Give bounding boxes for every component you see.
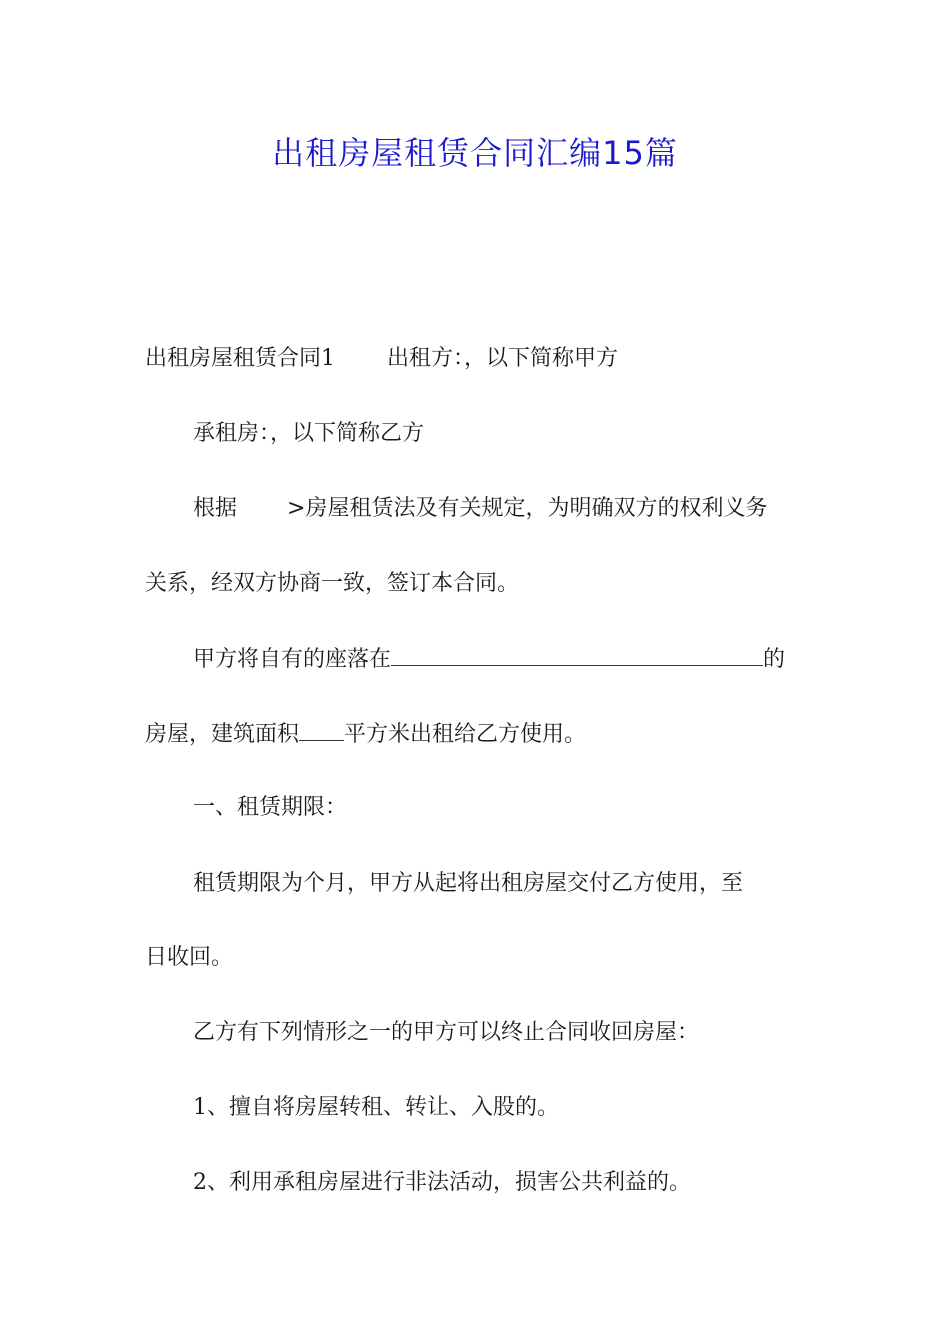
basis-text: >房屋租赁法及有关规定，为明确双方的权利义务 — [287, 496, 768, 521]
area-text: 房屋，建筑面积 — [145, 722, 300, 747]
location-suffix: 的 — [763, 647, 786, 672]
paragraph-property-location — [145, 639, 858, 680]
paragraph-termination-conditions: 乙方有下列情形之一的甲方可以终止合同收回房屋： — [193, 1020, 700, 1045]
area-suffix: 平方米出租给乙方使用。 — [344, 722, 587, 747]
lessor-label: 出租方：，以下简称甲方 — [387, 346, 619, 371]
basis-label: 根据 — [193, 496, 238, 521]
location-text: 甲方将自有的座落在 — [193, 647, 392, 672]
section-heading-lease-term: 一、租赁期限： — [193, 795, 348, 820]
document-title: 出租房屋租赁合同汇编15篇 — [272, 134, 678, 172]
paragraph-lessee: 承租房：，以下简称乙方 — [193, 421, 425, 446]
list-item-illegal-activity: 2、利用承租房屋进行非法活动，损害公共利益的。 — [193, 1170, 691, 1195]
list-item-sublease: 1、擅自将房屋转租、转让、入股的。 — [193, 1095, 559, 1120]
contract-number-label: 出租房屋租赁合同1 — [145, 346, 335, 371]
area-blank — [299, 714, 344, 741]
paragraph-contract-heading — [145, 339, 810, 379]
paragraph-lease-term: 租赁期限为个月，甲方从起将出租房屋交付乙方使用，至 — [193, 871, 744, 896]
paragraph-basis — [145, 489, 858, 529]
paragraph-basis-continued: 关系，经双方协商一致，签订本合同。 — [145, 571, 520, 596]
paragraph-property-area — [145, 714, 810, 755]
paragraph-lease-term-continued: 日收回。 — [145, 945, 234, 970]
location-blank — [391, 639, 763, 666]
